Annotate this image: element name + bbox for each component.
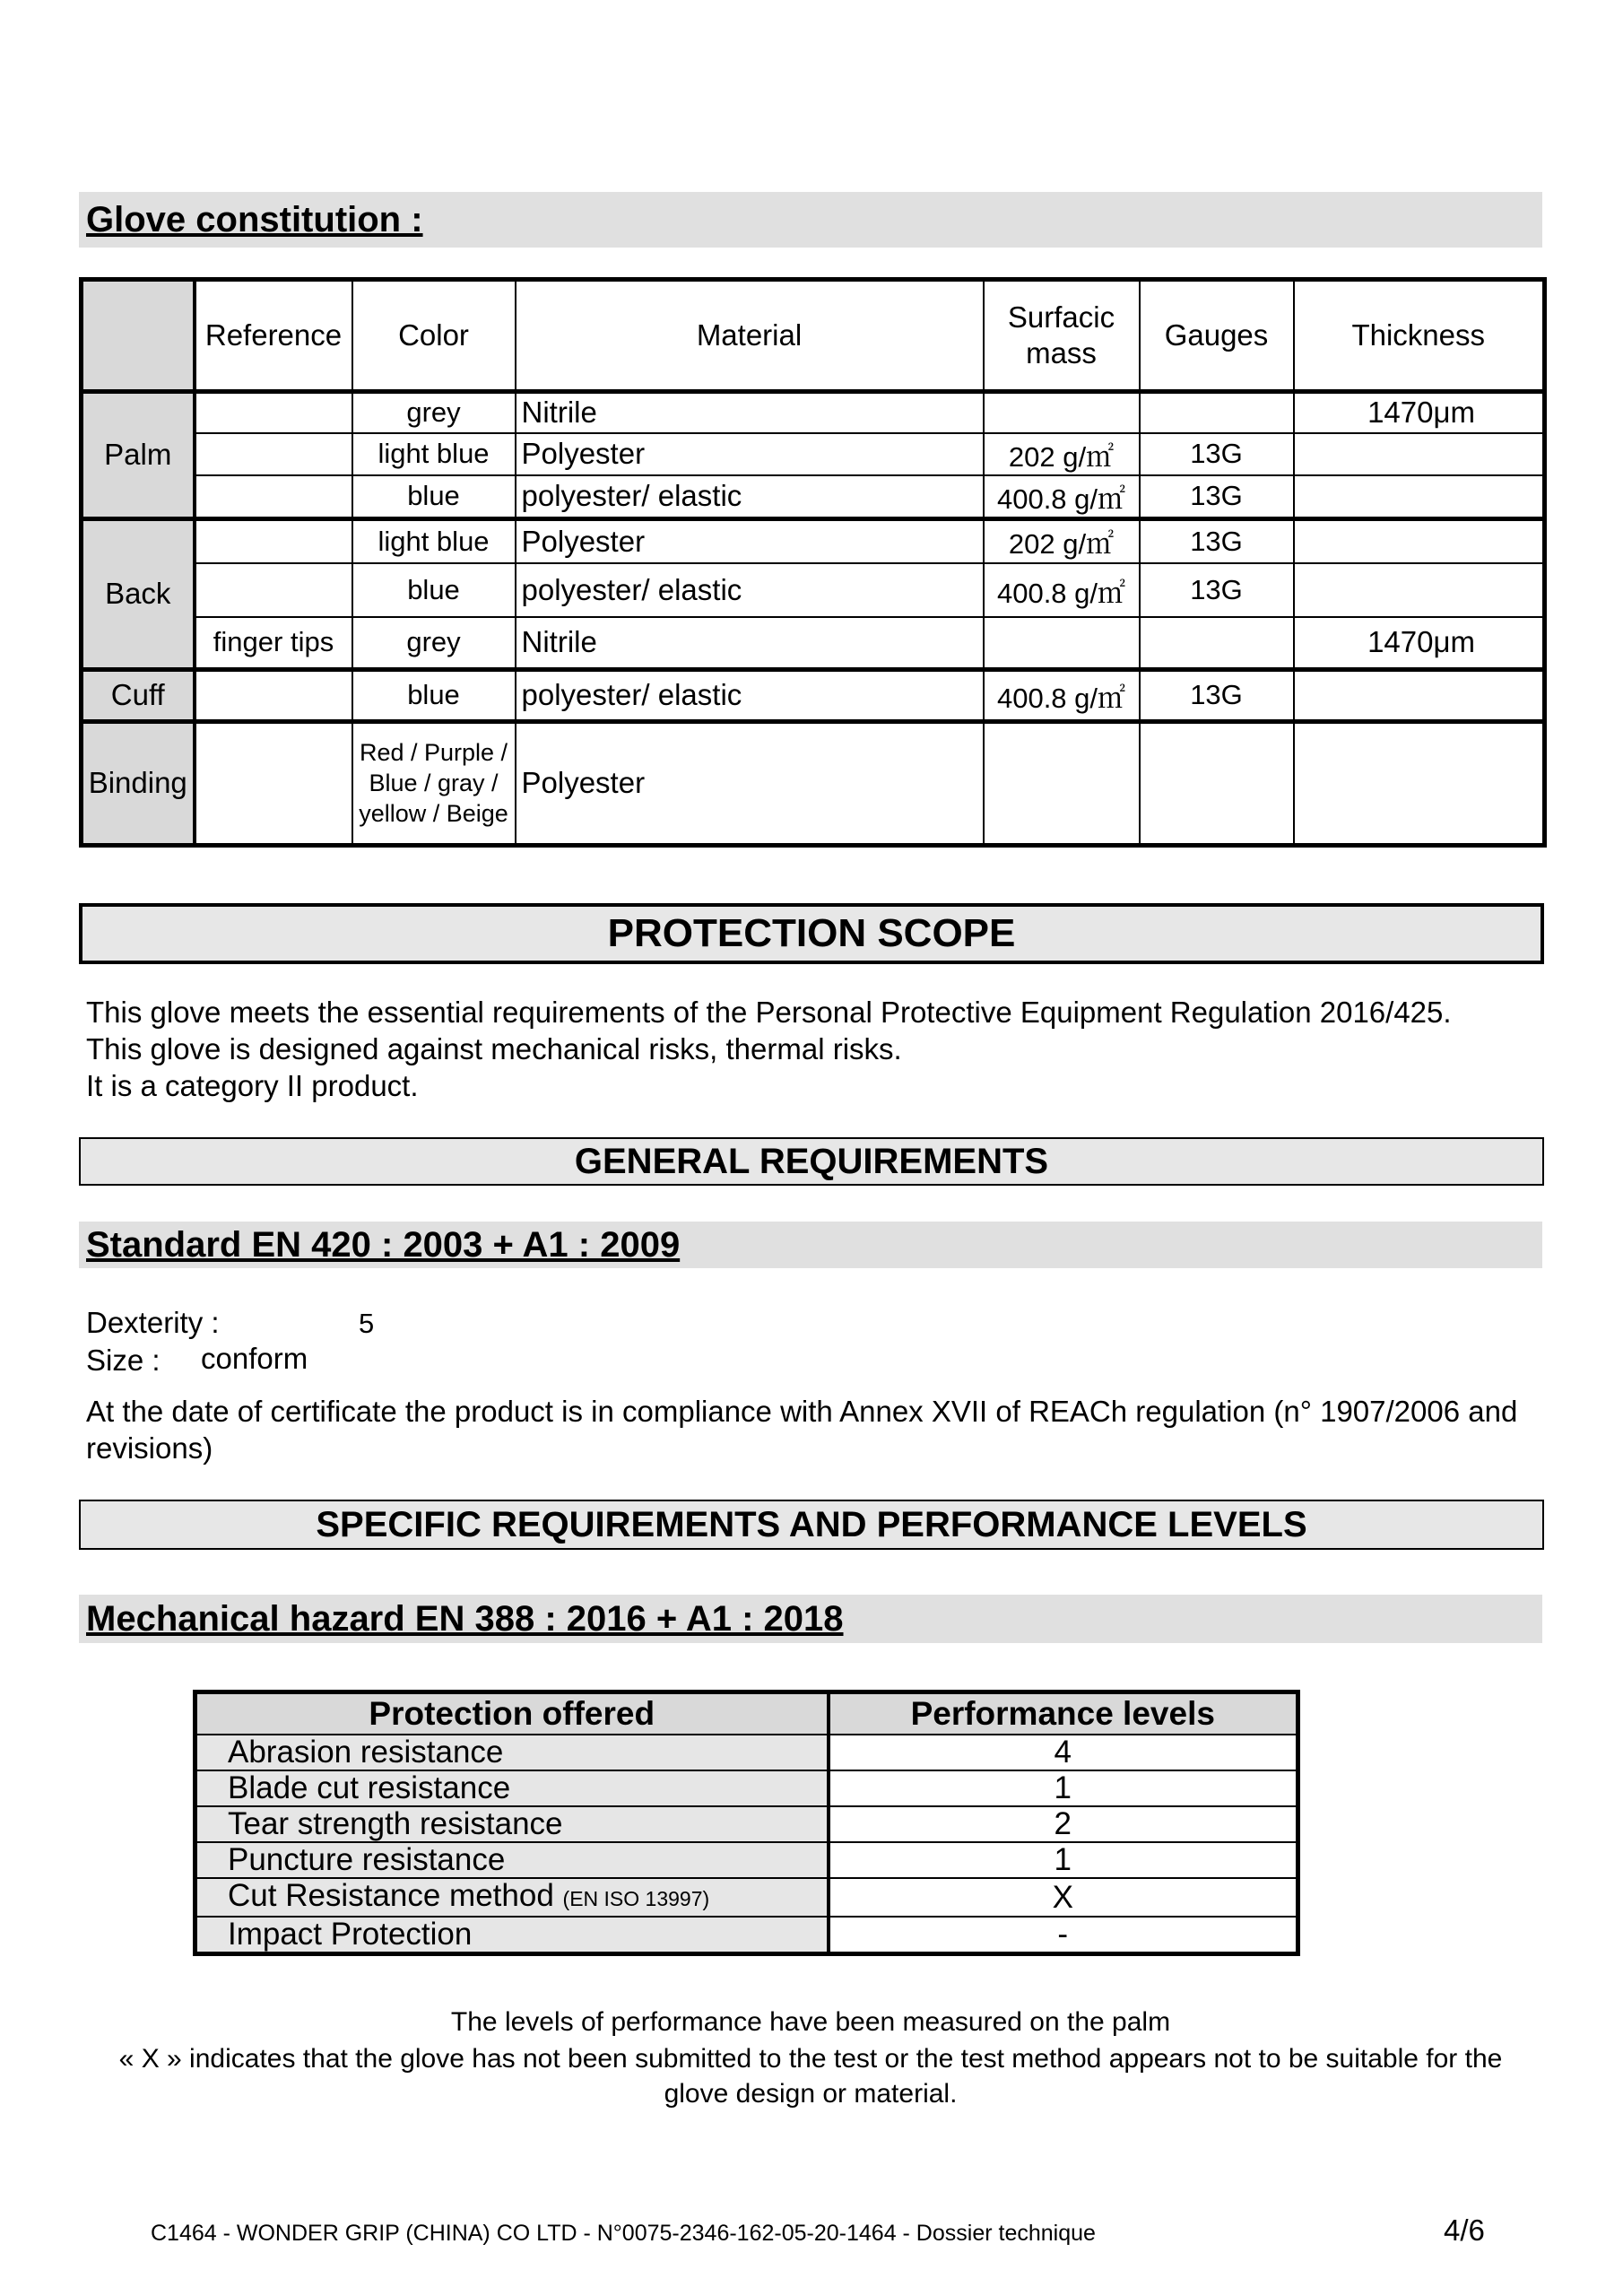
table-row: [195, 1842, 1298, 1878]
cell-material: Polyester: [516, 433, 984, 475]
cell-color: blue: [352, 563, 516, 617]
general-requirements-header: [79, 1137, 1544, 1186]
cell-reference: [195, 518, 352, 563]
glove-constitution-title: Glove constitution :: [86, 200, 423, 239]
footer-text: C1464 - WONDER GRIP (CHINA) CO LTD - N°0075-2346-162-05-20-1464 - Dossier technique: [151, 2221, 1096, 2246]
scope-line-3: It is a category II product.: [86, 1069, 419, 1102]
mechanical-title: Mechanical hazard EN 388 : 2016 + A1 : 2018: [86, 1599, 844, 1639]
cell-thickness: [1294, 721, 1545, 845]
specific-requirements-title: SPECIFIC REQUIREMENTS AND PERFORMANCE LEVELS: [316, 1505, 1307, 1544]
cell-mass: 400.8 g/㎡: [984, 475, 1140, 519]
header-gauges: Gauges: [1140, 280, 1294, 392]
protection-name: Puncture resistance: [195, 1842, 829, 1878]
protection-name: Cut Resistance method: [228, 1878, 554, 1913]
cell-mass: 400.8 g/㎡: [984, 563, 1140, 617]
part-binding: Binding: [82, 721, 195, 845]
cell-gauge: [1140, 721, 1294, 845]
performance-level: X: [829, 1878, 1298, 1917]
cell-reference: [195, 669, 352, 721]
protection-scope-header: [79, 903, 1544, 964]
cell-mass: 400.8 g/㎡: [984, 669, 1140, 721]
cell-color: blue: [352, 475, 516, 519]
protection-name: Abrasion resistance: [195, 1735, 829, 1770]
table-row: [195, 1806, 1298, 1842]
cell-thickness: [1294, 433, 1545, 475]
cell-mass: [984, 392, 1140, 433]
part-back: Back: [82, 518, 195, 669]
dexterity-value: 5: [359, 1308, 375, 1339]
cell-material: polyester/ elastic: [516, 669, 984, 721]
performance-note-1: The levels of performance have been measured on the palm: [450, 2007, 1171, 2037]
cell-material: polyester/ elastic: [516, 475, 984, 519]
glove-constitution-band: [79, 192, 1542, 248]
table-row: [195, 1770, 1298, 1806]
table-row: [82, 433, 1545, 475]
header-surfacic-mass: Surfacic mass: [984, 280, 1140, 392]
cell-color: grey: [352, 617, 516, 669]
performance-level: -: [829, 1917, 1298, 1954]
cell-thickness: [1294, 475, 1545, 519]
performance-level: 1: [829, 1842, 1298, 1878]
protection-method-note: (EN ISO 13997): [562, 1887, 710, 1910]
cell-color: blue: [352, 669, 516, 721]
mechanical-band: [79, 1595, 1542, 1643]
scope-line-1: This glove meets the essential requirements of the Personal Protective Equipment Regulation 2016/425.: [86, 996, 1452, 1029]
cell-reference: [195, 721, 352, 845]
protection-name: Blade cut resistance: [195, 1770, 829, 1806]
header-blank-cell: [82, 280, 195, 392]
cell-material: polyester/ elastic: [516, 563, 984, 617]
standard-title: Standard EN 420 : 2003 + A1 : 2009: [86, 1225, 681, 1265]
table-row: [82, 669, 1545, 721]
cell-mass: [984, 617, 1140, 669]
cell-gauge: 13G: [1140, 518, 1294, 563]
table-row: [82, 721, 1545, 845]
cell-gauge: [1140, 617, 1294, 669]
size-value: conform: [201, 1342, 308, 1375]
table-row: [82, 475, 1545, 519]
cell-reference: [195, 563, 352, 617]
cell-material: Nitrile: [516, 617, 984, 669]
part-cuff: Cuff: [82, 669, 195, 721]
scope-line-2: This glove is designed against mechanical risks, thermal risks.: [86, 1032, 902, 1065]
cell-gauge: 13G: [1140, 669, 1294, 721]
cell-mass: 202 g/㎡: [984, 518, 1140, 563]
cell-thickness: [1294, 563, 1545, 617]
table-header-row: [82, 280, 1545, 392]
cell-gauge: 13G: [1140, 433, 1294, 475]
page-number: 4/6: [1444, 2213, 1485, 2247]
header-protection-offered: Protection offered: [195, 1692, 829, 1735]
protection-scope-title: PROTECTION SCOPE: [607, 911, 1016, 955]
performance-note-2: « X » indicates that the glove has not been submitted to the test or the test method appears not to be suitable for the: [118, 2044, 1503, 2074]
general-requirements-title: GENERAL REQUIREMENTS: [574, 1142, 1049, 1181]
glove-constitution-table: [79, 277, 1547, 848]
header-color: Color: [352, 280, 516, 392]
cell-material: Nitrile: [516, 392, 984, 433]
protection-name: Impact Protection: [195, 1917, 829, 1954]
cell-mass: 202 g/㎡: [984, 433, 1140, 475]
performance-level: 2: [829, 1806, 1298, 1842]
protection-name: Tear strength resistance: [195, 1806, 829, 1842]
table-row: [82, 617, 1545, 669]
performance-level: 1: [829, 1770, 1298, 1806]
cell-reference: [195, 433, 352, 475]
performance-note-3: glove design or material.: [664, 2079, 958, 2109]
table-row: [195, 1917, 1298, 1954]
cell-reference: finger tips: [195, 617, 352, 669]
cell-thickness: [1294, 518, 1545, 563]
cell-material: Polyester: [516, 518, 984, 563]
header-performance-levels: Performance levels: [829, 1692, 1298, 1735]
table-row: [195, 1878, 1298, 1917]
performance-level: 4: [829, 1735, 1298, 1770]
header-reference: Reference: [195, 280, 352, 392]
performance-table: [193, 1690, 1300, 1956]
cell-reference: [195, 475, 352, 519]
cell-gauge: [1140, 392, 1294, 433]
reach-text-2: revisions): [86, 1431, 213, 1465]
cell-gauge: 13G: [1140, 475, 1294, 519]
cell-color: light blue: [352, 518, 516, 563]
cell-material: Polyester: [516, 721, 984, 845]
table-row: [82, 563, 1545, 617]
table-row: [82, 392, 1545, 433]
specific-requirements-header: [79, 1500, 1544, 1550]
protection-name-cell: [195, 1878, 829, 1917]
standard-band: [79, 1222, 1542, 1268]
table-row: [82, 518, 1545, 563]
cell-reference: [195, 392, 352, 433]
performance-header-row: [195, 1692, 1298, 1735]
table-row: [195, 1735, 1298, 1770]
size-label: Size :: [86, 1344, 161, 1377]
cell-gauge: 13G: [1140, 563, 1294, 617]
part-palm: Palm: [82, 392, 195, 519]
cell-color: Red / Purple / Blue / gray / yellow / Beige: [352, 721, 516, 845]
header-material: Material: [516, 280, 984, 392]
cell-thickness: 1470μm: [1294, 617, 1545, 669]
cell-color: grey: [352, 392, 516, 433]
cell-thickness: 1470μm: [1294, 392, 1545, 433]
header-thickness: Thickness: [1294, 280, 1545, 392]
reach-text: At the date of certificate the product is in compliance with Annex XVII of REACh regulation (n° 1907/2006 and: [86, 1395, 1518, 1428]
cell-mass: [984, 721, 1140, 845]
cell-thickness: [1294, 669, 1545, 721]
dexterity-label: Dexterity :: [86, 1306, 220, 1339]
cell-color: light blue: [352, 433, 516, 475]
